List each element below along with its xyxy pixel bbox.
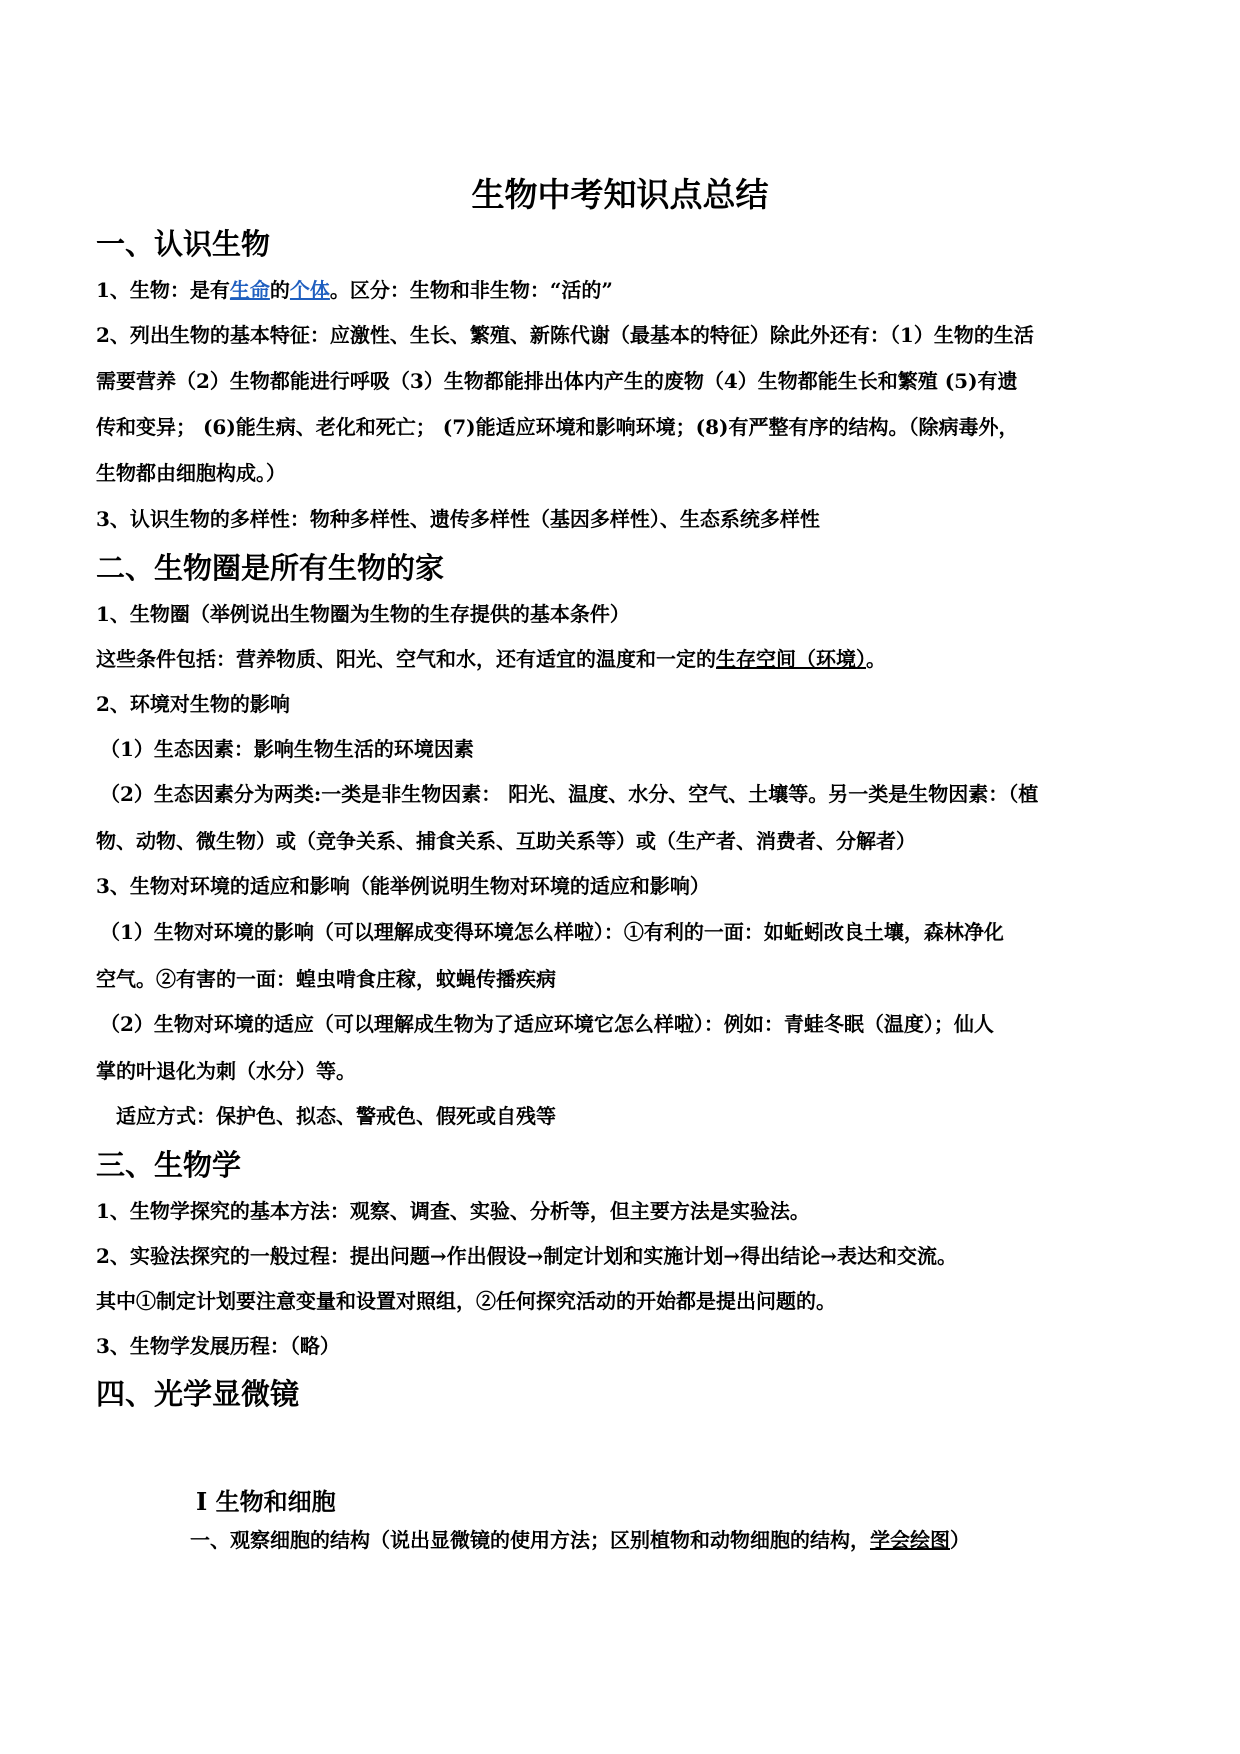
link-individual[interactable]: 个体 — [289, 278, 330, 302]
paragraph-s1-2-line1: 2、列出生物的基本特征：应激性、生长、繁殖、新陈代谢（最基本的特征）除此外还有：（1）生物的生活 — [96, 323, 1034, 347]
paragraph-s3-4: 3、生物学发展历程：（略） — [96, 1334, 340, 1358]
paragraph-s2-4: （1）生态因素：影响生物生活的环境因素 — [100, 737, 474, 761]
paragraph-s2-7-line2: 空气。②有害的一面：蝗虫啃食庄稼，蚊蝇传播疾病 — [96, 967, 556, 991]
section-heading-3: 三、生物学 — [96, 1148, 242, 1182]
paragraph-s2-5-line2: 物、动物、微生物）或（竞争关系、捕食关系、互助关系等）或（生产者、消费者、分解者） — [96, 829, 916, 853]
text: 的 — [269, 278, 290, 302]
text: 。区分：生物和非生物：“活的” — [329, 278, 613, 302]
paragraph-s1-2-line2: 需要营养（2）生物都能进行呼吸（3）生物都能排出体内产生的废物（4）生物都能生长和繁殖 (5)有遗 — [96, 369, 1018, 393]
paragraph-s2-1: 1、生物圈（举例说出生物圈为生物的生存提供的基本条件） — [96, 602, 630, 626]
paragraph-s2-6: 3、生物对环境的适应和影响（能举例说明生物对环境的适应和影响） — [96, 874, 710, 898]
underlined-text: 学会绘图 — [870, 1528, 950, 1552]
text: 。 — [866, 647, 886, 671]
link-life[interactable]: 生命 — [229, 278, 270, 302]
text: 1、生物：是有 — [96, 278, 230, 302]
paragraph-s2-8-line1: （2）生物对环境的适应（可以理解成生物为了适应环境它怎么样啦）：例如：青蛙冬眠（温度）；仙人 — [100, 1012, 994, 1036]
text: 这些条件包括：营养物质、阳光、空气和水，还有适宜的温度和一定的 — [96, 647, 716, 671]
paragraph-s1-2-line4: 生物都由细胞构成。） — [96, 461, 286, 485]
text: ） — [950, 1528, 970, 1552]
part-heading: Ⅰ 生物和细胞 — [196, 1487, 336, 1516]
paragraph-s2-3: 2、环境对生物的影响 — [96, 692, 290, 716]
paragraph-s2-7-line1: （1）生物对环境的影响（可以理解成变得环境怎么样啦）：①有利的一面：如蚯蚓改良土壤，森林净化 — [100, 920, 1004, 944]
paragraph-s3-2: 2、实验法探究的一般过程：提出问题→作出假设→制定计划和实施计划→得出结论→表达和交流。 — [96, 1244, 957, 1268]
paragraph-s1-1 — [96, 275, 1146, 305]
document-title: 生物中考知识点总结 — [471, 175, 769, 214]
paragraph-s2-8-line2: 掌的叶退化为刺（水分）等。 — [96, 1059, 356, 1083]
text: 一、观察细胞的结构（说出显微镜的使用方法；区别植物和动物细胞的结构， — [190, 1528, 870, 1552]
section-heading-2: 二、生物圈是所有生物的家 — [96, 551, 445, 585]
paragraph-s2-9: 适应方式：保护色、拟态、警戒色、假死或自残等 — [116, 1104, 556, 1128]
paragraph-s2-5-line1: （2）生态因素分为两类:一类是非生物因素： 阳光、温度、水分、空气、土壤等。另一类是生物因素：（植 — [100, 782, 1039, 806]
paragraph-s3-1: 1、生物学探究的基本方法：观察、调查、实验、分析等，但主要方法是实验法。 — [96, 1199, 810, 1223]
paragraph-s1-2-line3: 传和变异； (6)能生病、老化和死亡； (7)能适应环境和影响环境；(8)有严整有序的结构。（除病毒外， — [96, 415, 1019, 439]
section-heading-1: 一、认识生物 — [96, 227, 271, 261]
part-subheading — [190, 1525, 970, 1555]
section-heading-4: 四、光学显微镜 — [96, 1377, 300, 1411]
paragraph-s3-3: 其中①制定计划要注意变量和设置对照组，②任何探究活动的开始都是提出问题的。 — [96, 1289, 836, 1313]
underlined-text: 生存空间（环境） — [716, 647, 866, 671]
paragraph-s2-2 — [96, 644, 1146, 674]
paragraph-s1-3: 3、认识生物的多样性：物种多样性、遗传多样性（基因多样性）、生态系统多样性 — [96, 507, 820, 531]
